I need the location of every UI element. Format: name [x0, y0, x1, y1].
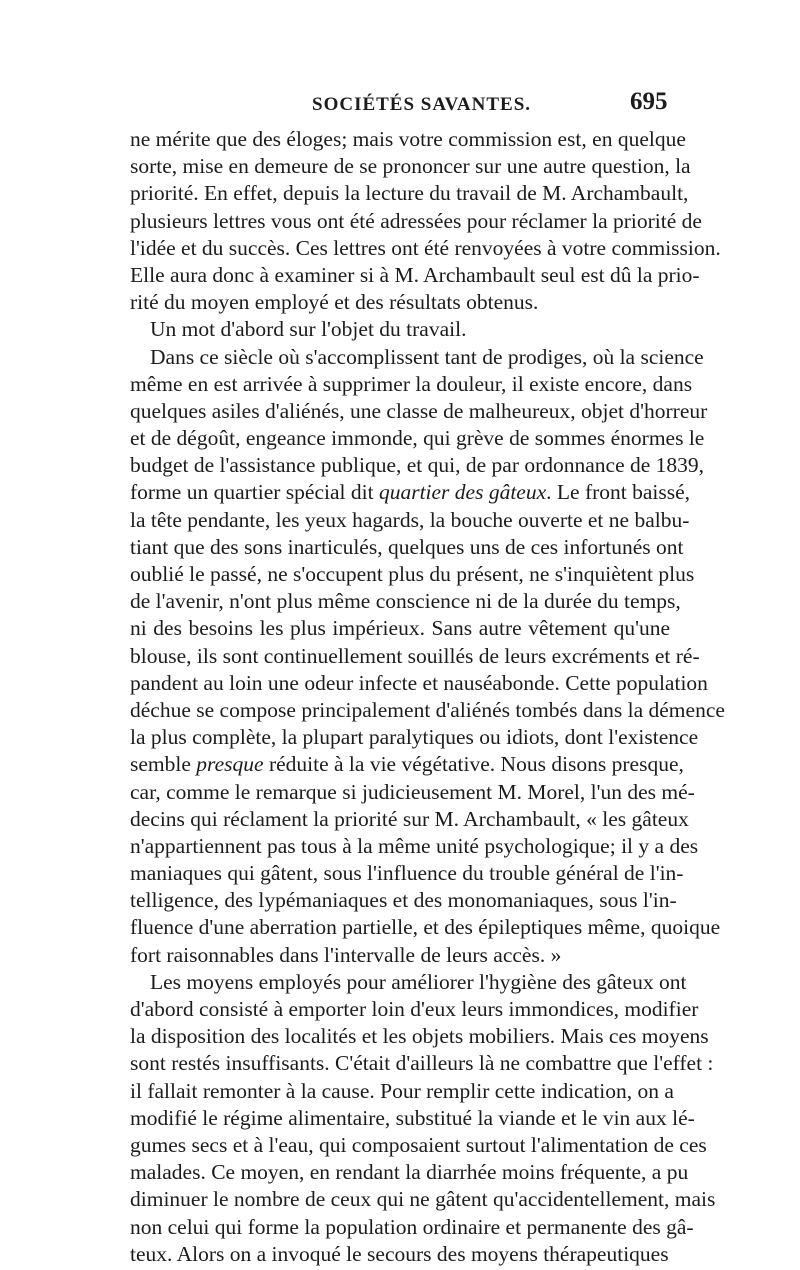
text-line: Dans ce siècle où s'accomplissent tant de prodiges, où la science: [150, 344, 704, 369]
text-line: Les moyens employés pour améliorer l'hygiène des gâteux ont: [150, 969, 687, 994]
text-line: teux. Alors on a invoqué le secours des moyens thérapeutiques: [130, 1241, 669, 1266]
text-line: la disposition des localités et les objets mobiliers. Mais ces moyens: [130, 1024, 709, 1049]
text-line: de l'avenir, n'ont plus même conscience ni de la durée du temps,: [130, 589, 681, 614]
text-line: sorte, mise en demeure de se prononcer sur une autre question, la: [130, 154, 691, 179]
text-line: non celui qui forme la population ordinaire et permanente des gâ-: [130, 1214, 694, 1239]
text-line: l'idée et du succès. Ces lettres ont été renvoyées à votre commission.: [130, 235, 721, 260]
text-line: maniaques qui gâtent, sous l'influence du trouble général de l'in-: [130, 861, 684, 886]
text-line: oublié le passé, ne s'occupent plus du présent, ne s'inquiètent plus: [130, 562, 695, 586]
text-line: tiant que des sons inarticulés, quelques uns de ces infortunés ont: [130, 534, 684, 559]
page-number: 695: [630, 88, 668, 115]
text-line: ni des besoins les plus impérieux. Sans autre vêtement qu'une: [130, 616, 670, 641]
text-line: la plus complète, la plupart paralytiques ou idiots, dont l'existence: [130, 725, 699, 750]
text-line: pandent au loin une odeur infecte et nauséabonde. Cette population: [130, 670, 708, 695]
running-title: SOCIÉTÉS SAVANTES.: [312, 94, 532, 115]
text-line: même en est arrivée à supprimer la douleur, il existe encore, dans: [130, 371, 693, 396]
text-line: plusieurs lettres vous ont été adressées pour réclamer la priorité de: [130, 208, 702, 233]
text-line: Elle aura donc à examiner si à M. Archambault seul est dû la prio-: [130, 262, 700, 287]
body-text: [130, 126, 725, 1268]
text-line: il fallait remonter à la cause. Pour remplir cette indication, on a: [130, 1078, 674, 1103]
text-line: et de dégoût, engeance immonde, qui grève de sommes énormes le: [130, 426, 705, 451]
text-line: déchue se compose principalement d'aliénés tombés dans la démence: [130, 697, 725, 722]
text-line: Un mot d'abord sur l'objet du travail.: [150, 317, 467, 342]
text-line: quelques asiles d'aliénés, une classe de malheureux, objet d'horreur: [130, 398, 708, 423]
text-line: gumes secs et à l'eau, qui composaient surtout l'alimentation de ces: [130, 1132, 707, 1157]
text-line: forme un quartier spécial dit quartier des gâteux. Le front baissé,: [130, 480, 691, 505]
text-line: ne mérite que des éloges; mais votre commission est, en quelque: [130, 127, 686, 151]
text-line: fort raisonnables dans l'intervalle de leurs accès. »: [130, 942, 562, 967]
text-line: telligence, des lypémaniaques et des monomaniaques, sous l'in-: [130, 888, 677, 913]
text-line: blouse, ils sont continuellement souillés de leurs excréments et ré-: [130, 643, 700, 668]
text-line: n'appartiennent pas tous à la même unité psychologique; il y a des: [130, 833, 699, 858]
text-line: priorité. En effet, depuis la lecture du travail de M. Archambault,: [130, 181, 689, 206]
text-line: d'abord consisté à emporter loin d'eux leurs immondices, modifier: [130, 997, 699, 1021]
text-line: la tête pendante, les yeux hagards, la bouche ouverte et ne balbu-: [130, 507, 690, 532]
text-line: diminuer le nombre de ceux qui ne gâtent qu'accidentellement, mais: [130, 1187, 716, 1212]
text-line: budget de l'assistance publique, et qui, de par ordonnance de 1839,: [130, 453, 705, 478]
text-line: malades. Ce moyen, en rendant la diarrhée moins fréquente, a pu: [130, 1160, 689, 1185]
text-line: modifié le régime alimentaire, substitué la viande et le vin aux lé-: [130, 1105, 695, 1130]
text-line: fluence d'une aberration partielle, et des épileptiques même, quoique: [130, 915, 721, 940]
page-header: [0, 88, 800, 124]
text-line: sont restés insuffisants. C'était d'ailleurs là ne combattre que l'effet :: [130, 1051, 714, 1076]
text-line: decins qui réclament la priorité sur M. Archambault, « les gâteux: [130, 806, 689, 831]
text-line: semble presque réduite à la vie végétative. Nous disons presque,: [130, 752, 684, 777]
text-line: car, comme le remarque si judicieusement M. Morel, l'un des mé-: [130, 779, 695, 804]
text-line: rité du moyen employé et des résultats obtenus.: [130, 290, 539, 315]
